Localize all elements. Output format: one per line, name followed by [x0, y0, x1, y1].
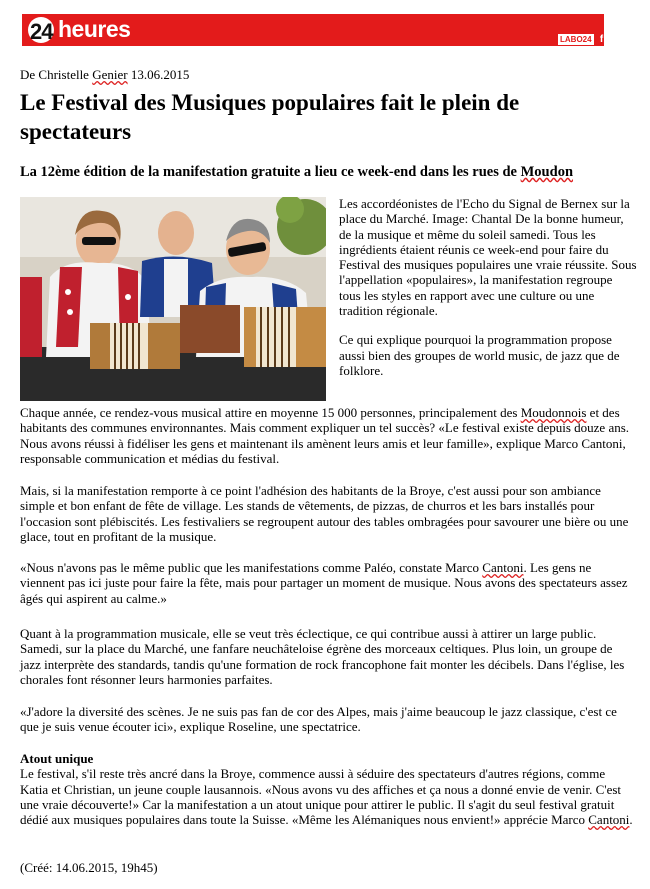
article-paragraph: «J'adore la diversité des scènes. Je ne suis pas fan de cor des Alpes, mais j'aime beaucoup le jazz classique, c'est ce que je suis venue écouter ici», explique Roseline, une spectatrice. — [20, 704, 617, 735]
place-name: Moudonnois — [520, 405, 587, 420]
article-paragraph — [20, 560, 635, 606]
byline — [20, 67, 189, 83]
paragraph-text: «Nous n'avons pas le même public que les manifestations comme Paléo, constate Marco — [20, 560, 480, 575]
facebook-icon[interactable]: f — [599, 34, 604, 45]
subtitle-place: Moudon — [520, 164, 574, 180]
paragraph-text: Le festival, s'il reste très ancré dans la Broye, commence aussi à séduire des spectateurs d'autres régions, comme Katia et Christian, un jeune couple lausannois. «Nous avons vu des affiches et ça nous a donné envie de venir. C'est une vraie découverte!» Car la manifestation a un atout unique pour attirer le public. Il s'agit du seul festival gratuit dédié aux musiques populaires dans toute la Suisse. «Même les Alémaniques nous envient!» apprécie Marco — [20, 766, 622, 828]
site-header — [22, 14, 616, 46]
article-photo[interactable] — [20, 197, 326, 401]
article-subtitle — [20, 164, 630, 181]
person-name: Cantoni — [588, 812, 630, 828]
article-paragraph: Quant à la programmation musicale, elle se veut très éclectique, ce qui contribue aussi à attirer un large public. Samedi, sur la place du Marché, une fanfare neuchâteloise égrène des morceaux celtiques. Plus loin, un groupe de jazz interprète des standards, tandis qu'une formation de rock francophone fait monter les décibels. Dans l'église, les chorales font résonner leurs harmonies parfaites. — [20, 626, 625, 687]
logo-wordmark[interactable]: heures — [58, 16, 131, 42]
byline-date: 13.06.2015 — [130, 67, 190, 82]
logo-number: 24 — [30, 19, 53, 44]
labo-link[interactable]: LABO24 — [560, 35, 592, 44]
article-paragraph: Mais, si la manifestation remporte à ce point l'adhésion des habitants de la Broye, c'est aussi pour son ambiance simple et bon enfant de fête de village. Les stands de vêtements, de pizzas, de churros et les bars installés pour l'occasion sont plébiscités. Les festivaliers se regroupent autour des tables ombragées pour savourer une bière ou une glace, tout en profitant de la musique. — [20, 483, 629, 544]
article-paragraph — [20, 405, 635, 466]
paragraph-text: . — [629, 812, 633, 828]
paragraph-text: Chaque année, ce rendez-vous musical attire en moyenne 15 000 personnes, principalement des — [20, 405, 518, 420]
created-timestamp: (Créé: 14.06.2015, 19h45) — [20, 860, 158, 875]
section-subhead: Atout unique — [20, 751, 94, 766]
byline-prefix: De Christelle — [20, 67, 89, 82]
subtitle-text: La 12ème édition de la manifestation gratuite a lieu ce week-end dans les rues de — [20, 164, 517, 180]
caption-paragraph: Les accordéonistes de l'Echo du Signal de Bernex sur la place du Marché. Image: Chantal De la bonne humeur, de la musique et même du soleil samedi. Tous les ingrédients étaient réunis ce week-end pour faire du Festival des musiques populaires une vraie réussite. Sous l'appellation «populaires», la manifestation regroupe tous les styles en rapport avec une culture ou une tradition régionale. — [339, 196, 637, 319]
paragraph-text: . Les gens ne viennent pas ici juste pour faire la fête, mais pour partager un moment de musique. Nous avons des spectateurs assez âgés qui aspirent au calme.» — [20, 560, 628, 606]
byline-author[interactable]: Genier — [92, 67, 128, 82]
accordionists-illustration — [20, 197, 326, 401]
article-title: Le Festival des Musiques populaires fait le plein de spectateurs — [20, 90, 520, 144]
logo-badge[interactable] — [28, 17, 54, 43]
twitter-icon[interactable]: t — [611, 34, 616, 45]
photo-caption — [339, 196, 637, 378]
person-name: Cantoni — [482, 560, 524, 575]
caption-paragraph: Ce qui explique pourquoi la programmation propose aussi bien des groupes de world music, de jazz que de folklore. — [339, 332, 620, 378]
article-paragraph — [20, 751, 635, 827]
paragraph-text: et des habitants des communes environnantes. Mais comment expliquer un tel succès? «Le festival existe depuis douze ans. Nous avons réussi à fidéliser les gens et maintenant ils amènent leurs amis et leur famille», explique Marco Cantoni, responsable communication et médias du festival. — [20, 405, 630, 466]
